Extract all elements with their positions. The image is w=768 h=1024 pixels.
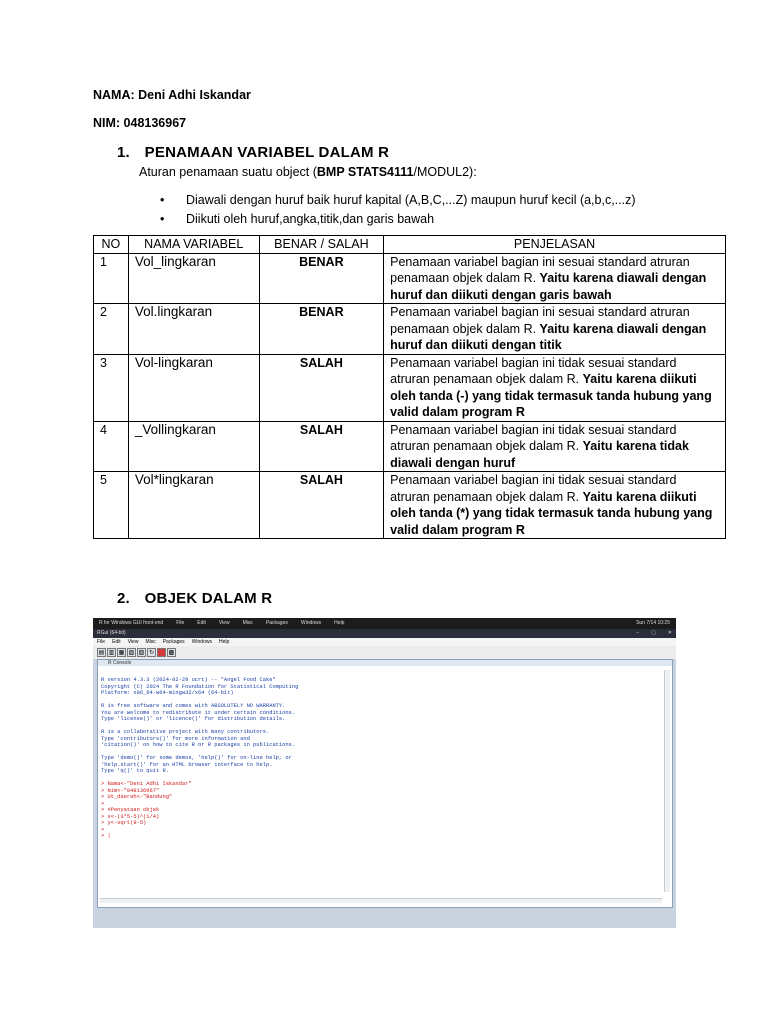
console-input-line: > Nim<-"048136967" bbox=[101, 787, 160, 794]
section-1-heading bbox=[117, 144, 389, 161]
window-titlebar bbox=[93, 629, 676, 638]
clock: Sun 7/14 10:25 bbox=[636, 620, 670, 626]
section-1-title: PENAMAAN VARIABEL DALAM R bbox=[144, 144, 390, 161]
section-1-number: 1. bbox=[117, 144, 130, 161]
explanation-cell: Penamaan variabel bagian ini tidak sesuai standard atruran penamaan objek dalam R. Yaitu karena tidak diawali dengan huruf bbox=[384, 421, 726, 472]
os-menu-item[interactable]: R for Windows GUI front-end bbox=[99, 620, 164, 626]
os-menu-item[interactable]: View bbox=[218, 620, 230, 626]
save-workspace-icon[interactable]: ▦ bbox=[118, 650, 125, 656]
row-number: 2 bbox=[94, 304, 129, 355]
column-header-explanation: PENJELASAN bbox=[384, 236, 726, 254]
row-number: 3 bbox=[94, 354, 129, 421]
maximize-icon[interactable]: ▢ bbox=[651, 630, 656, 636]
student-nim: NIM: 048136967 bbox=[93, 116, 187, 130]
section-2-heading bbox=[117, 590, 272, 607]
console-input-line: > bbox=[101, 800, 105, 807]
minimize-icon[interactable]: – bbox=[636, 630, 640, 636]
explanation-cell: Penamaan variabel bagian ini sesuai standard atruran penamaan objek dalam R. Yaitu karena diawali dengan huruf dan diikuti dengan titik bbox=[384, 304, 726, 355]
table-row bbox=[94, 421, 726, 472]
section-2-number: 2. bbox=[117, 590, 130, 607]
list-item: • Diikuti oleh huruf,angka,titik,dan garis bawah bbox=[160, 210, 636, 229]
row-number: 1 bbox=[94, 253, 129, 304]
column-header-name: NAMA VARIABEL bbox=[128, 236, 259, 254]
table-header-row bbox=[94, 236, 726, 254]
console-line: R is free software and comes with ABSOLUTELY NO WARRANTY. bbox=[101, 703, 286, 709]
variable-name: Vol_lingkaran bbox=[128, 253, 259, 304]
console-input-line: > bbox=[101, 826, 105, 833]
console-line: You are welcome to redistribute it under certain conditions. bbox=[101, 709, 296, 716]
section-2-title: OBJEK DALAM R bbox=[144, 590, 273, 607]
r-menu-item[interactable]: Edit bbox=[112, 639, 121, 645]
r-menu-item[interactable]: Misc bbox=[145, 639, 156, 645]
console-line: 'help.start()' for an HTML browser interface to help. bbox=[101, 761, 273, 768]
console-input-line: > | bbox=[101, 833, 111, 839]
r-console-screenshot bbox=[93, 618, 676, 928]
console-input-line: > Ut_daerah<-"Bandung" bbox=[101, 794, 173, 800]
horizontal-scrollbar[interactable] bbox=[100, 898, 662, 903]
naming-rules-list bbox=[160, 191, 636, 229]
console-input-line: > x<-(3*5-5)^(1/4) bbox=[101, 813, 160, 820]
section-1-intro: Aturan penamaan suatu object (BMP STATS4111/MODUL2): bbox=[139, 165, 477, 179]
copy-icon[interactable]: ▧ bbox=[128, 650, 135, 656]
console-line: Type 'contributors()' for more information and bbox=[101, 735, 250, 742]
console-title: R Console bbox=[98, 660, 672, 666]
console-line: Type 'license()' or 'licence()' for distribution details. bbox=[101, 716, 286, 722]
os-menu-item[interactable]: Packages bbox=[265, 620, 288, 626]
r-toolbar bbox=[93, 646, 676, 659]
mdi-area bbox=[93, 659, 676, 928]
console-line: Platform: x86_64-w64-mingw32/x64 (64-bit) bbox=[101, 690, 234, 696]
r-menu-item[interactable]: Windows bbox=[191, 639, 212, 645]
console-line: R version 4.3.3 (2024-02-29 ucrt) -- "Angel Food Cake" bbox=[101, 677, 276, 683]
column-header-no: NO bbox=[94, 236, 129, 254]
console-line: R is a collaborative project with many contributors. bbox=[101, 729, 270, 735]
r-menu-item[interactable]: File bbox=[97, 639, 106, 645]
os-menu-item[interactable]: Help bbox=[334, 620, 345, 626]
os-menu-item[interactable]: File bbox=[176, 620, 185, 626]
r-menu-item[interactable]: Packages bbox=[162, 639, 185, 645]
variable-name: Vol-lingkaran bbox=[128, 354, 259, 421]
result-cell: BENAR bbox=[259, 253, 384, 304]
console-output bbox=[101, 677, 298, 840]
row-number: 4 bbox=[94, 421, 129, 472]
variable-name: _Vollingkaran bbox=[128, 421, 259, 472]
console-line: 'citation()' on how to cite R or R packages in publications. bbox=[101, 742, 296, 748]
table-row bbox=[94, 253, 726, 304]
table-row bbox=[94, 304, 726, 355]
explanation-cell: Penamaan variabel bagian ini tidak sesuai standard atruran penamaan objek dalam R. Yaitu karena diikuti oleh tanda (*) yang tidak termasuk tanda hubung yang valid dalam program R bbox=[384, 472, 726, 539]
os-menu-item[interactable]: Edit bbox=[197, 620, 206, 626]
console-input-line: > #Penyataan objek bbox=[101, 807, 160, 813]
row-number: 5 bbox=[94, 472, 129, 539]
r-menu-item[interactable]: Help bbox=[218, 639, 230, 645]
paste-icon[interactable]: ▨ bbox=[138, 650, 145, 656]
result-cell: BENAR bbox=[259, 304, 384, 355]
bullet-icon: • bbox=[160, 193, 165, 207]
refresh-icon[interactable]: ↻ bbox=[148, 650, 155, 656]
window-title: RGui (64-bit) bbox=[97, 630, 126, 636]
list-item: • Diawali dengan huruf baik huruf kapital (A,B,C,...Z) maupun huruf kecil (a,b,c,...z) bbox=[160, 191, 636, 210]
explanation-cell: Penamaan variabel bagian ini sesuai standard atruran penamaan objek dalam R. Yaitu karena diawali dengan huruf dan diikuti dengan garis bawah bbox=[384, 253, 726, 304]
variable-name: Vol.lingkaran bbox=[128, 304, 259, 355]
console-line: Copyright (C) 2024 The R Foundation for Statistical Computing bbox=[101, 683, 299, 690]
os-menu-bar bbox=[93, 618, 676, 629]
table-row bbox=[94, 354, 726, 421]
os-menu-item[interactable]: Misc bbox=[242, 620, 253, 626]
console-input-line: > y<-sqrt(9-5) bbox=[101, 820, 147, 826]
open-script-icon[interactable]: ▤ bbox=[98, 650, 105, 656]
close-icon[interactable]: ✕ bbox=[667, 630, 672, 636]
result-cell: SALAH bbox=[259, 354, 384, 421]
table-row bbox=[94, 472, 726, 539]
explanation-cell: Penamaan variabel bagian ini tidak sesuai standard atruran penamaan objek dalam R. Yaitu karena diikuti oleh tanda (-) yang tidak termasuk tanda hubung yang valid dalam program R bbox=[384, 354, 726, 421]
console-input-line: > Nama<-"Deni Adhi Iskandar" bbox=[101, 781, 192, 787]
result-cell: SALAH bbox=[259, 472, 384, 539]
result-cell: SALAH bbox=[259, 421, 384, 472]
vertical-scrollbar[interactable] bbox=[664, 670, 670, 892]
print-icon[interactable]: ▩ bbox=[168, 650, 175, 656]
variable-name: Vol*lingkaran bbox=[128, 472, 259, 539]
load-workspace-icon[interactable]: ▥ bbox=[108, 650, 115, 656]
bullet-icon: • bbox=[160, 212, 165, 226]
stop-icon[interactable] bbox=[157, 648, 166, 657]
os-menu-item[interactable]: Windows bbox=[300, 620, 322, 626]
console-line: Type 'demo()' for some demos, 'help()' for on-line help, or bbox=[101, 755, 292, 761]
console-line: Type 'q()' to quit R. bbox=[101, 768, 169, 774]
column-header-result: BENAR / SALAH bbox=[259, 236, 384, 254]
r-menu-bar bbox=[93, 638, 676, 646]
variable-naming-table bbox=[93, 235, 726, 539]
r-menu-item[interactable]: View bbox=[127, 639, 139, 645]
r-console-window[interactable] bbox=[97, 659, 673, 908]
student-name: NAMA: Deni Adhi Iskandar bbox=[93, 88, 251, 102]
